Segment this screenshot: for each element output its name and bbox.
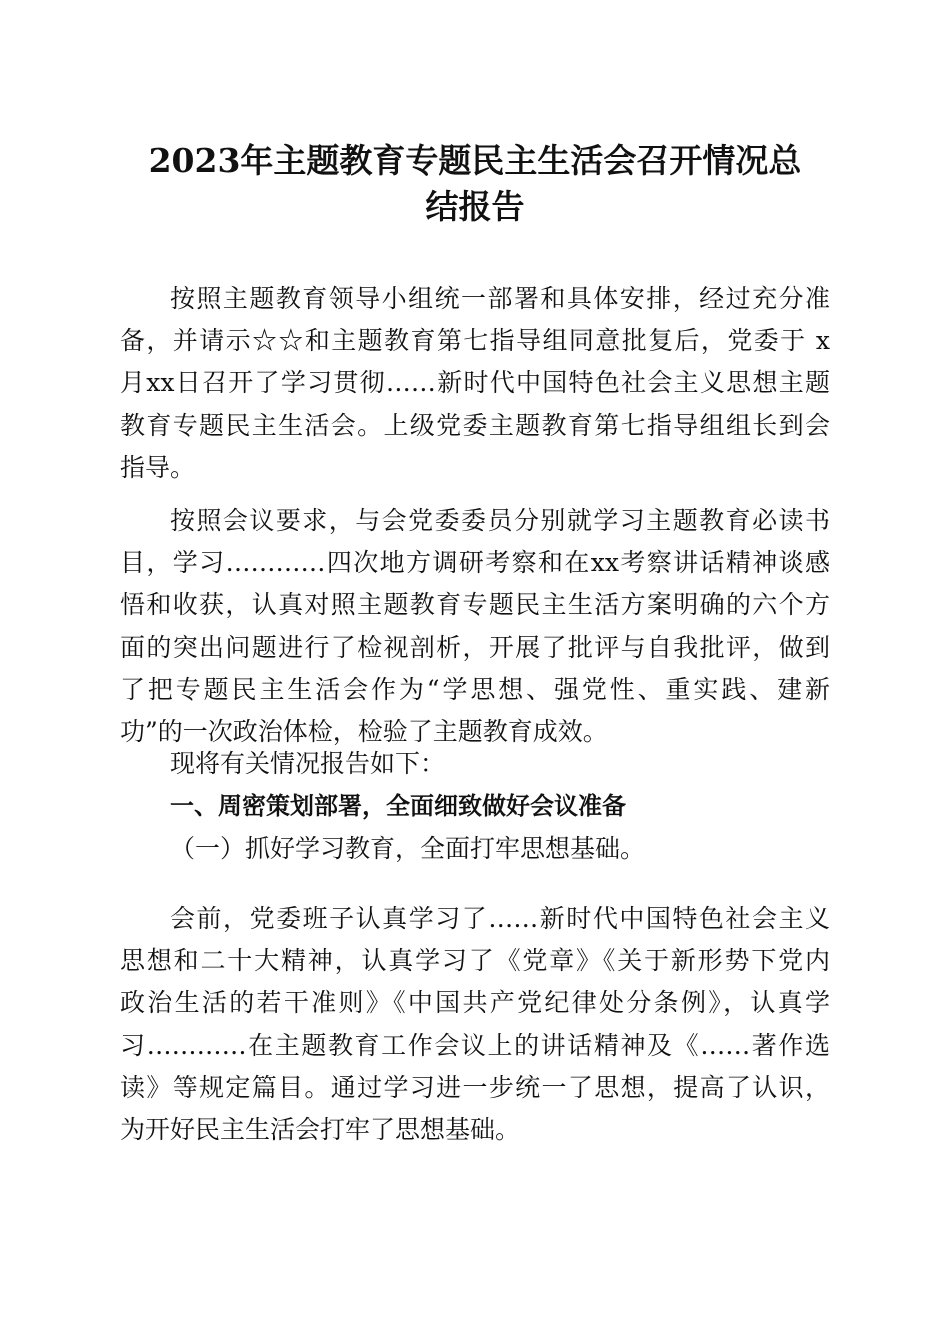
heading-line: （一）抓好学习教育，全面打牢思想基础。 (170, 834, 646, 863)
document-title (120, 138, 830, 230)
text-line: 习…………在主题教育工作会议上的讲话精神及《……著作选 (120, 1030, 830, 1060)
paragraph-study (120, 898, 830, 1151)
paragraph-meeting-requirements (120, 500, 830, 753)
paragraph-intro (120, 278, 830, 489)
text-line: 教育专题民主生活会。上级党委主题教育第七指导组组长到会 (120, 410, 830, 440)
text-line: 读》等规定篇目。通过学习进一步统一了思想，提高了认识， (120, 1072, 830, 1102)
text-line: 会前，党委班子认真学习了……新时代中国特色社会主义 (170, 904, 830, 933)
text-line: 了把专题民主生活会作为“学思想、强党性、重实践、建新 (120, 674, 830, 704)
text-line: 悟和收获，认真对照主题教育专题民主生活方案明确的六个方 (120, 590, 830, 620)
text-line: 功”的一次政治体检，检验了主题教育成效。 (120, 716, 608, 746)
text-line: 思想和二十大精神，认真学习了《党章》《关于新形势下党内 (120, 946, 830, 976)
text-line: 备，并请示☆☆和主题教育第七指导组同意批复后，党委于 x (120, 326, 830, 356)
text-line: 月xx日召开了学习贯彻……新时代中国特色社会主义思想主题 (120, 368, 830, 398)
title-line: 2023年主题教育专题民主生活会召开情况总 (148, 141, 802, 180)
text-line: 按照主题教育领导小组统一部署和具体安排，经过充分准 (170, 284, 830, 313)
title-line: 结报告 (425, 187, 525, 226)
text-line: 目，学习…………四次地方调研考察和在xx考察讲话精神谈感 (120, 548, 830, 578)
text-line: 按照会议要求，与会党委委员分别就学习主题教育必读书 (170, 506, 830, 535)
section-heading (120, 785, 830, 827)
subsection-heading (120, 828, 830, 870)
text-line: 政治生活的若干准则》《中国共产党纪律处分条例》，认真学 (120, 988, 830, 1018)
paragraph-report-intro (120, 743, 830, 785)
text-line: 为开好民主生活会打牢了思想基础。 (120, 1114, 521, 1144)
heading-line: 一、周密策划部署，全面细致做好会议准备 (170, 792, 626, 820)
text-line: 现将有关情况报告如下： (170, 749, 446, 778)
text-line: 面的突出问题进行了检视剖析，开展了批评与自我批评，做到 (120, 632, 830, 662)
text-line: 指导。 (120, 452, 196, 482)
